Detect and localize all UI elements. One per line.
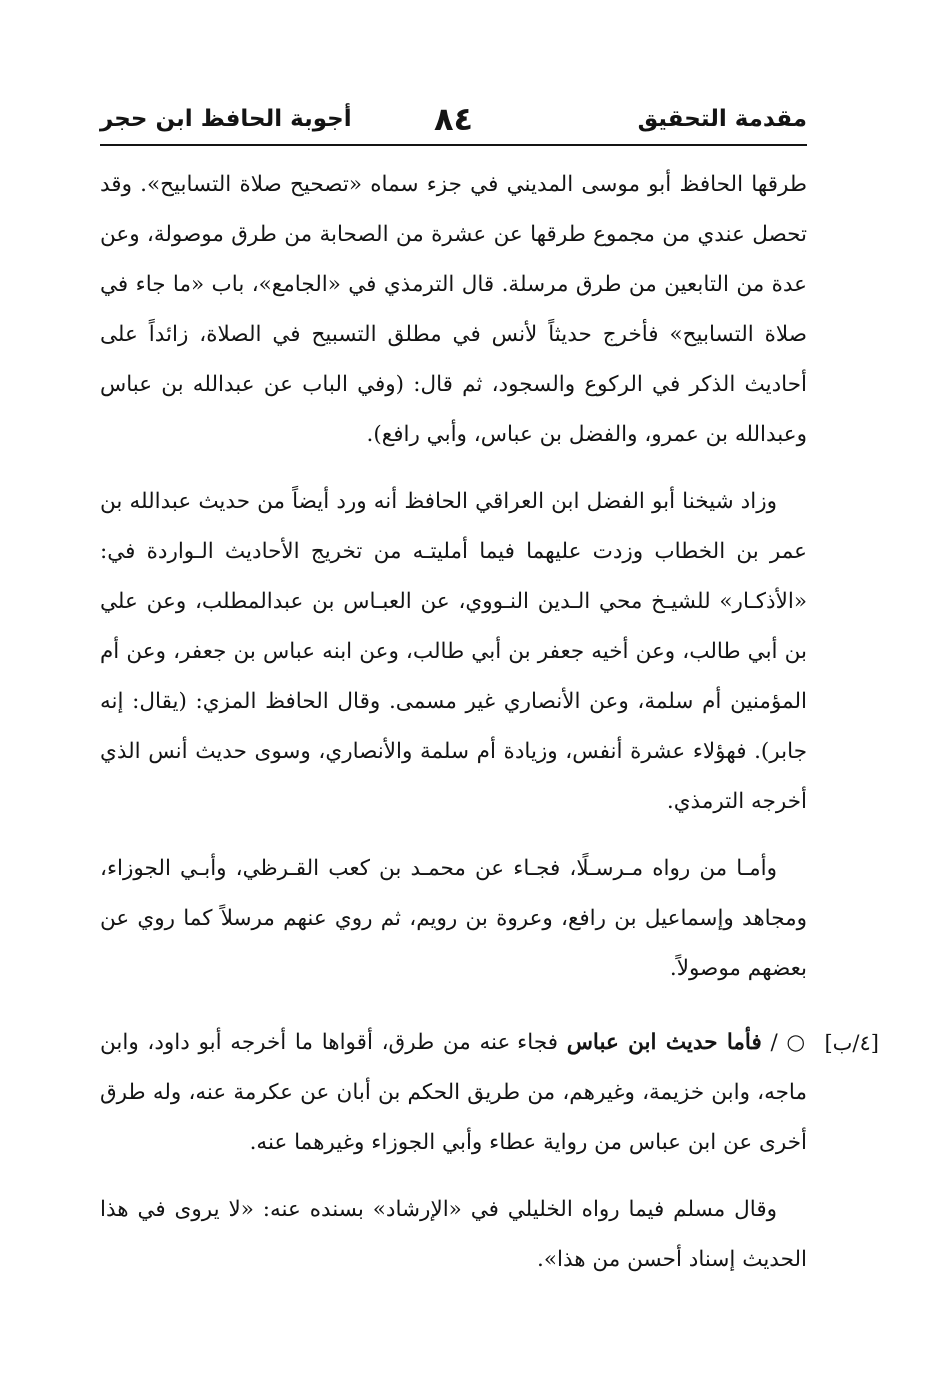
paragraph-2: وزاد شيخنا أبو الفضل ابن العراقي الحافظ أنه ورد أيضاً من حديث عبدالله بن عمر بن الخطاب وزدت عليهما فيما أمليتـه من تخريج الأحاديث الـواردة في: «الأذكـار» للشيـخ محي الـدين النـووي، عن العبـاس بن عبدالمطلب، وعن علي بن أبي طالب، وعن أخيه جعفر بن أبي طالب، وعن ابنه عباس بن جعفر، وعن أم المؤمنين أم سلمة، وعن الأنصاري غير مسمى. وقال الحافظ المزي: (يقال: إنه جابر). فهؤلاء عشرة أنفس، وزيادة أم سلمة والأنصاري، وسوى حديث أنس الذي أخرجه الترمذي.: [100, 489, 807, 814]
paragraph-3: وأمـا من رواه مـرسـلًا، فجـاء عن محمـد بن كعب القـرظي، وأبـي الجوزاء، ومجاهد وإسماعيل بن رافع، وعروة بن رويم، ثم روي عنهم مرسلاً كما روي عن بعضهم موصولاً.: [100, 856, 807, 981]
section-marker: ○ /: [770, 1030, 807, 1055]
chapter-title: مقدمة التحقيق: [637, 106, 807, 132]
page-header: [100, 100, 807, 146]
paragraph-5: وقال مسلم فيما رواه الخليلي في «الإرشاد» بسنده عنه: «لا يروى في هذا الحديث إسناد أحسن من هذا».: [100, 1197, 807, 1272]
paragraph-1: طرقها الحافظ أبو موسى المديني في جزء سماه «تصحيح صلاة التسابيح». وقد تحصل عندي من مجموع طرقها عن عشرة من الصحابة من طرق موصولة، وعن عدة من التابعين من طرق مرسلة. قال الترمذي في «الجامع»، باب «ما جاء في صلاة التسابيح» فأخرج حديثاً لأنس في مطلق التسبيح في الصلاة، زائداً على أحاديث الذكر في الركوع والسجود، ثم قال: (وفي الباب عن عبدالله بن عباس وعبدالله بن عمرو، والفضل بن عباس، وأبي رافع).: [100, 172, 807, 447]
page-body: [100, 160, 879, 1285]
book-title: أجوبة الحافظ ابن حجر: [100, 106, 352, 132]
paragraph-4-lead: فأما حديث ابن عباس: [566, 1030, 762, 1055]
page-number: ٨٤: [433, 100, 474, 138]
paragraph-4-wrapper: [100, 1018, 879, 1168]
paragraph-4: [100, 1018, 807, 1168]
manuscript-folio-ref: [٤/ب]: [824, 1031, 879, 1055]
paragraph-4-text: فجاء عنه من طرق، أقواها ما أخرجه أبو داود، وابن ماجه، وابن خزيمة، وغيرهم، من طريق الحكم بن أبان عن عكرمة عنه، وله طرق أخرى عن ابن عباس من رواية عطاء وأبي الجوزاء وغيرهما عنه.: [100, 1030, 807, 1155]
